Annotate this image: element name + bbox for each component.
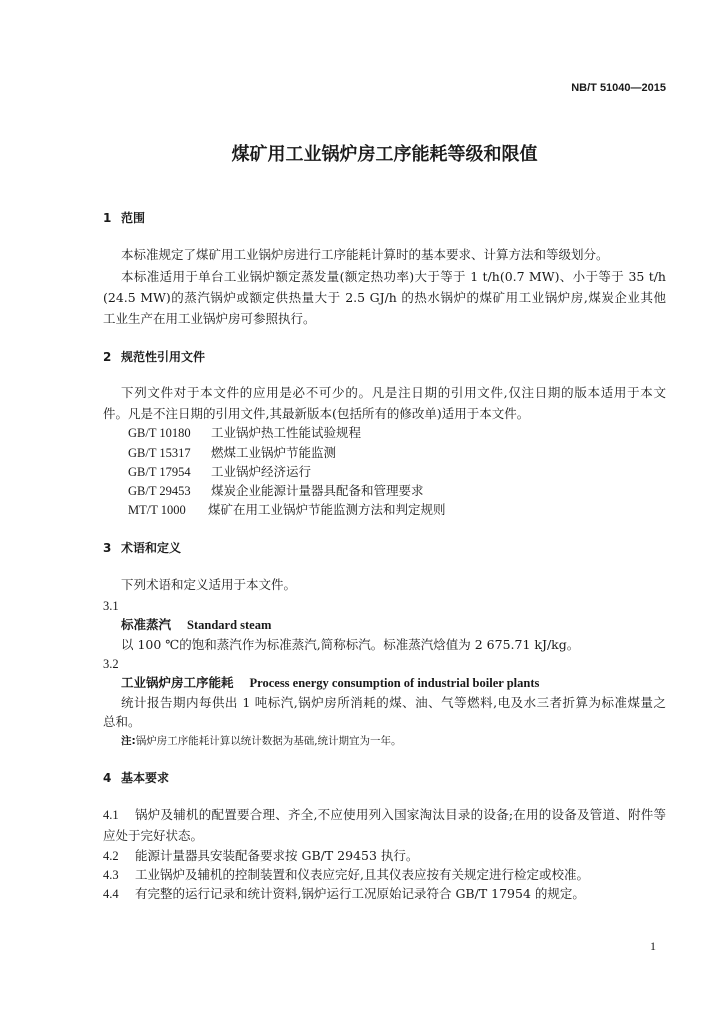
clause-text-line: 有完整的运行记录和统计资料,锅炉运行工况原始记录符合 GB/T 17954 的规定。: [135, 886, 585, 901]
note-label: 注:: [121, 735, 136, 747]
reference-title: 工业锅炉热工性能试验规程: [211, 425, 362, 440]
scope-paragraph-line: 本标准适用于单台工业锅炉额定蒸发量(额定热功率)大于等于 1 t/h(0.7 MW)、小于等于 35 t/h: [121, 269, 666, 284]
terms-intro: 下列术语和定义适用于本文件。: [121, 577, 297, 592]
term-note: [121, 732, 402, 750]
reference-code: GB/T 10180: [128, 426, 191, 440]
references-paragraph-line: 下列文件对于本文件的应用是必不可少的。凡是注日期的引用文件,仅注日期的版本适用于本文: [121, 385, 666, 400]
reference-code: GB/T 15317: [128, 446, 191, 460]
term-heading: [121, 673, 539, 693]
reference-title: 煤矿在用工业锅炉节能监测方法和判定规则: [208, 502, 446, 517]
clause-text-line: 工业锅炉及辅机的控制装置和仪表应完好,且其仪表应按有关规定进行检定或校准。: [135, 867, 589, 882]
clause-text-line: 应处于完好状态。: [103, 828, 204, 843]
term-definition-line: 统计报告期内每供出 1 吨标汽,锅炉房所消耗的煤、油、气等燃料,电及水三者折算为标准煤量之: [121, 695, 666, 710]
reference-title: 燃煤工业锅炉节能监测: [211, 445, 337, 460]
clause-text-line: 锅炉及辅机的配置要合理、齐全,不应使用列入国家淘汰目录的设备;在用的设备及管道、附件等: [135, 807, 666, 822]
clause-number: 4.2: [103, 849, 119, 863]
scope-paragraph-line: (24.5 MW)的蒸汽锅炉或额定供热量大于 2.5 GJ/h 的热水锅炉的煤矿用工业锅炉房,煤炭企业其他: [103, 290, 666, 305]
term-definition-line: 以 100 ℃的饱和蒸汽作为标准蒸汽,简称标汽。标准蒸汽焓值为 2 675.71 kJ/kg。: [121, 637, 580, 652]
page-number: 1: [650, 939, 656, 953]
reference-code: GB/T 17954: [128, 465, 191, 479]
note-text: 锅炉房工序能耗计算以统计数据为基础,统计期宜为一年。: [135, 735, 402, 747]
clause-text-line: 能源计量器具安装配备要求按 GB/T 29453 执行。: [135, 848, 419, 863]
section-3-number: 3: [103, 541, 112, 555]
section-4-heading: 基本要求: [121, 771, 170, 785]
term-chinese: 标准蒸汽: [121, 617, 172, 632]
clause-number: 4.4: [103, 887, 119, 901]
reference-code: GB/T 29453: [128, 484, 191, 498]
section-2-number: 2: [103, 350, 112, 364]
clause-number: 4.3: [103, 868, 119, 882]
references-paragraph-line: 件。凡是不注日期的引用文件,其最新版本(包括所有的修改单)适用于本文件。: [103, 406, 530, 421]
document-title: 煤矿用工业锅炉房工序能耗等级和限值: [231, 144, 538, 165]
reference-title: 工业锅炉经济运行: [211, 464, 312, 479]
term-number: 3.2: [103, 657, 119, 671]
term-definition-line: 总和。: [103, 714, 141, 729]
scope-paragraph-line: 本标准规定了煤矿用工业锅炉房进行工序能耗计算时的基本要求、计算方法和等级划分。: [121, 247, 609, 262]
term-english: Process energy consumption of industrial boiler plants: [249, 676, 540, 690]
section-2-heading: 规范性引用文件: [121, 350, 206, 364]
section-1-heading: 范围: [121, 211, 146, 225]
reference-title: 煤炭企业能源计量器具配备和管理要求: [211, 483, 424, 498]
scope-paragraph-line: 工业生产在用工业锅炉房可参照执行。: [103, 311, 316, 326]
section-1-number: 1: [103, 211, 112, 225]
term-number: 3.1: [103, 599, 119, 613]
term-heading: [121, 615, 271, 635]
term-english: Standard steam: [187, 618, 272, 632]
section-3-heading: 术语和定义: [121, 541, 182, 555]
standard-code: NB/T 51040—2015: [571, 82, 666, 94]
clause-number: 4.1: [103, 808, 119, 822]
section-4-number: 4: [103, 771, 112, 785]
reference-code: MT/T 1000: [128, 503, 186, 517]
term-chinese: 工业锅炉房工序能耗: [121, 675, 234, 690]
